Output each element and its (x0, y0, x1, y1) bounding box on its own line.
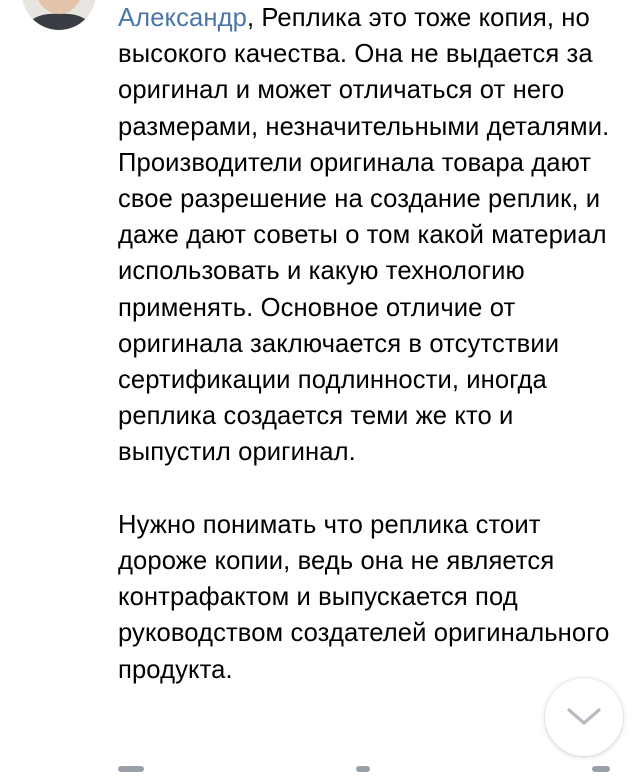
comment-text-1: , Реплика это тоже копия, но высокого качества. Она не выдается за оригинал и может отличаться от него размерами, незначительными деталями. Производители оригинала товара дают свое разрешение на создание реплик, и даже дают советы о том какой материал использовать и какую технологию применять. Основное отличие от оригинала заключается в отсутствии сертификации подлинности, иногда реплика создается теми же кто и выпустил оригинал. (118, 4, 610, 467)
comment-body (118, 0, 623, 688)
reply-to-link[interactable]: Александр (118, 4, 247, 32)
reply-icon-fragment (356, 766, 370, 772)
cut-off-action-bar (0, 766, 640, 780)
avatar-photo (22, 0, 96, 30)
comment-paragraph-2: Нужно понимать что реплика стоит дороже копии, ведь она не является контрафактом и выпускается под руководством создателей оригинального продукта. (118, 510, 610, 684)
avatar[interactable] (22, 0, 96, 30)
menu-icon-fragment (592, 766, 610, 772)
scroll-down-button[interactable] (545, 678, 623, 756)
like-icon-fragment (118, 766, 144, 772)
chevron-down-icon (566, 707, 602, 727)
comment-paragraph-1 (118, 0, 623, 471)
